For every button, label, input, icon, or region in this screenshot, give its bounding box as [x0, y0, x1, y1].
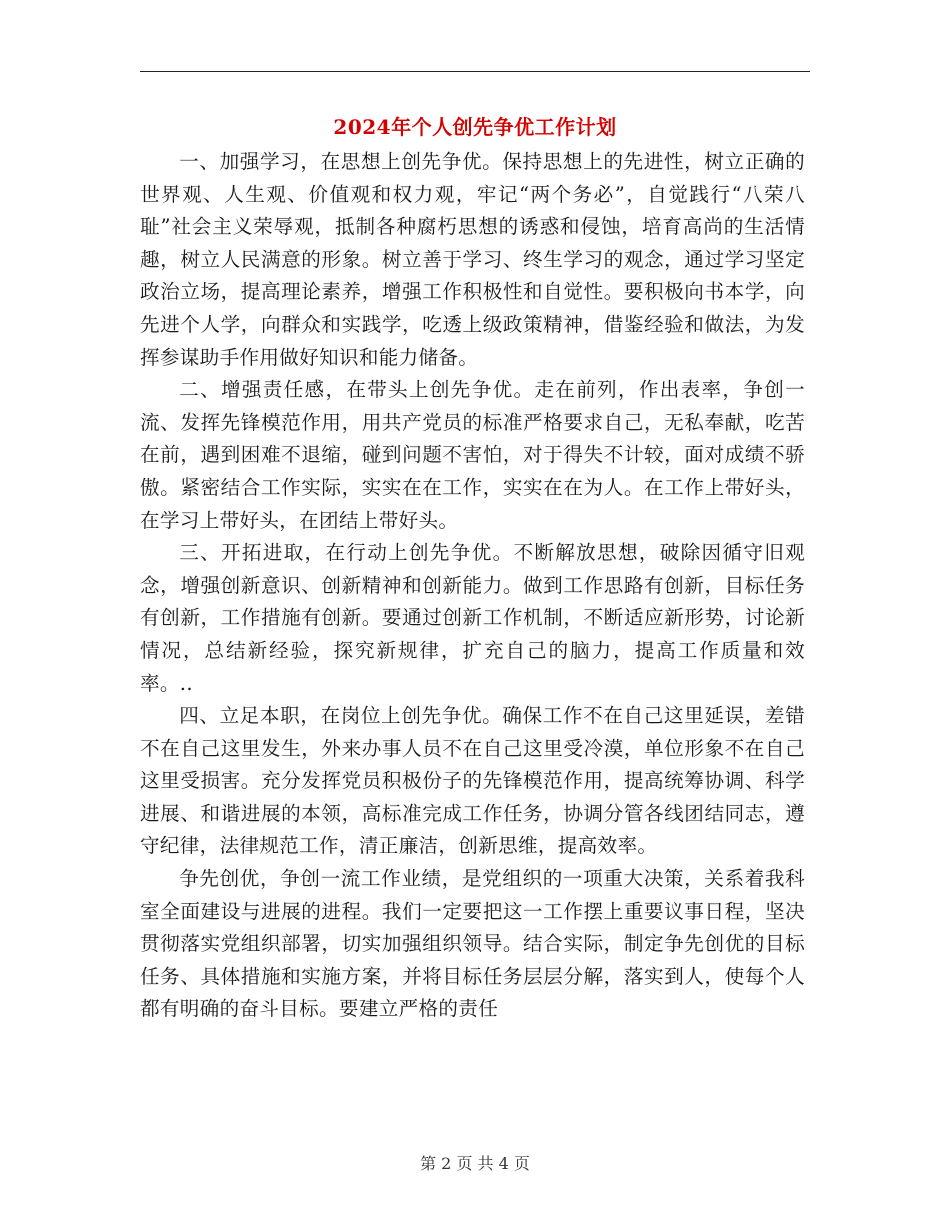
paragraph-5: 争先创优，争创一流工作业绩，是党组织的一项重大决策，关系着我科室全面建设与进展的进程。我们一定要把这一工作摆上重要议事日程，坚决贯彻落实党组织部署，切实加强组织领导。结合实际，制定争先创优的目标任务、具体措施和实施方案，并将目标任务层层分解，落实到人，使每个人都有明确的奋斗目标。要建立严格的责任 — [140, 867, 805, 1021]
page-number-footer: 第 2 页 共 4 页 — [420, 1154, 530, 1173]
document-body — [140, 146, 805, 1026]
paragraph-2: 二、增强责任感，在带头上创先争优。走在前列，作出表率，争创一流、发挥先锋模范作用，用共产党员的标准严格要求自己，无私奉献，吃苦在前，遇到困难不退缩，碰到问题不害怕，对于得失不计较，面对成绩不骄傲。紧密结合工作实际，实实在在工作，实实在在为人。在工作上带好头，在学习上带好头，在团结上带好头。 — [140, 378, 805, 532]
paragraph-3: 三、开拓进取，在行动上创先争优。不断解放思想，破除因循守旧观念，增强创新意识、创新精神和创新能力。做到工作思路有创新，目标任务有创新，工作措施有创新。要通过创新工作机制，不断适应新形势，讨论新情况，总结新经验，探究新规律，扩充自己的脑力，提高工作质量和效率。.. — [140, 541, 805, 695]
paragraph-4: 四、立足本职，在岗位上创先争优。确保工作不在自己这里延误，差错不在自己这里发生，外来办事人员不在自己这里受冷漠，单位形象不在自己这里受损害。充分发挥党员积极份子的先锋模范作用，提高统筹协调、科学进展、和谐进展的本领，高标准完成工作任务，协调分管各线团结同志，遵守纪律，法律规范工作，清正廉洁，创新思维，提高效率。 — [140, 704, 805, 858]
header-rule — [140, 71, 810, 72]
paragraph-1: 一、加强学习，在思想上创先争优。保持思想上的先进性，树立正确的世界观、人生观、价值观和权力观，牢记“两个务必”，自觉践行“八荣八耻”社会主义荣辱观，抵制各种腐朽思想的诱惑和侵蚀，培育高尚的生活情趣，树立人民满意的形象。树立善于学习、终生学习的观念，通过学习坚定政治立场，提高理论素养，增强工作积极性和自觉性。要积极向书本学，向先进个人学，向群众和实践学，吃透上级政策精神，借鉴经验和做法，为发挥参谋助手作用做好知识和能力储备。 — [140, 150, 805, 369]
document-title: 2024年个人创先争优工作计划 — [333, 115, 617, 139]
